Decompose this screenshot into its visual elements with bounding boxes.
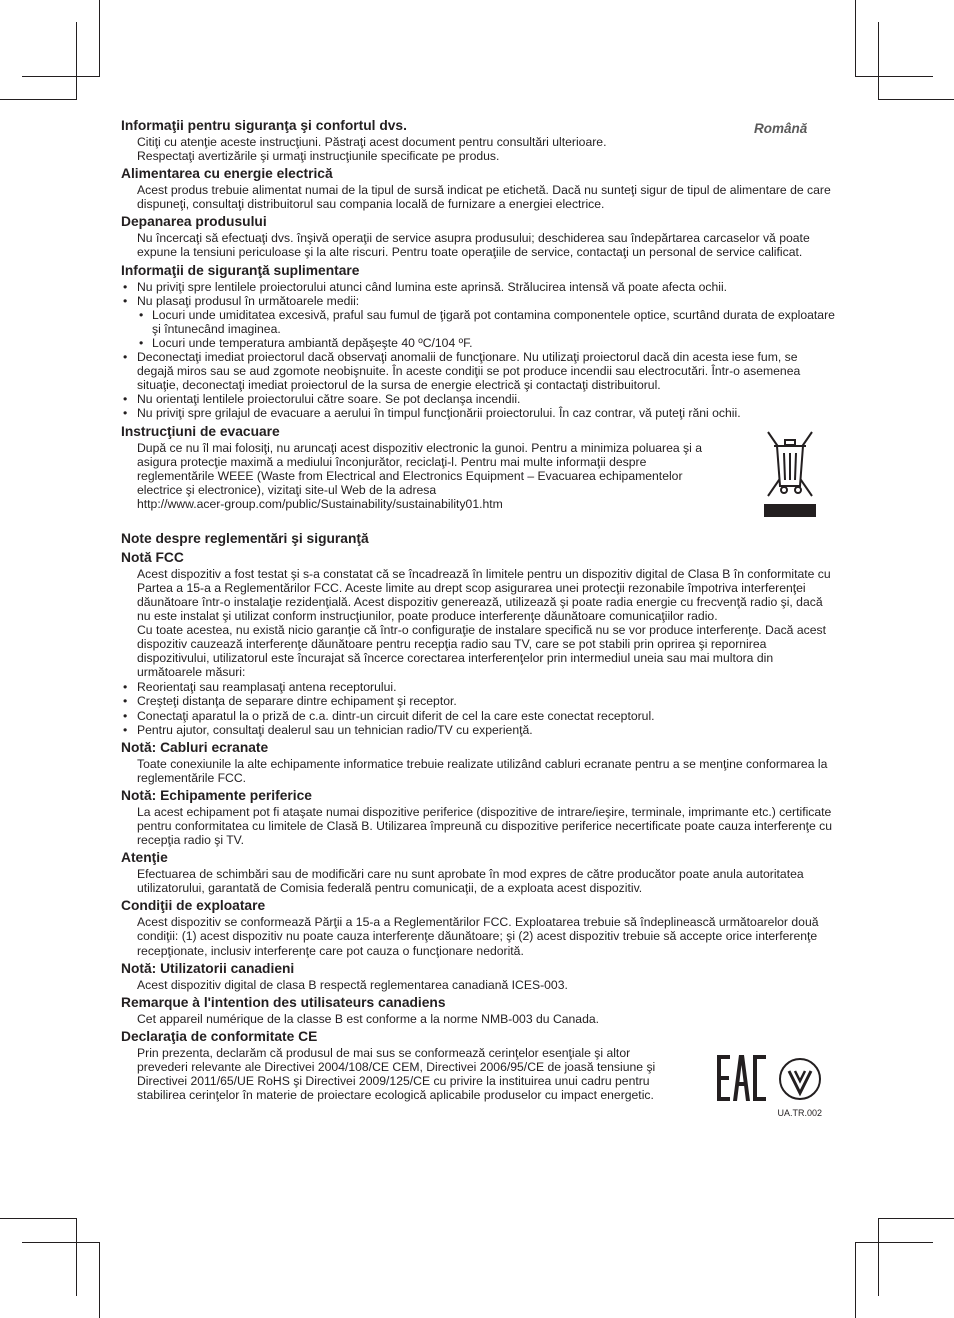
- crop-mark: [99, 0, 100, 76]
- section-servicing: [121, 214, 836, 259]
- paragraph-line: Citiţi cu atenţie aceste instrucţiuni. Păstraţi acest document pentru consultări ulterioare.: [137, 135, 607, 149]
- paragraph: Acest dispozitiv digital de clasa B respectă reglementarea canadiană ICES-003.: [137, 977, 568, 992]
- paragraph: Prin prezenta, declarăm că produsul de mai sus se conformează cerinţelor esenţiale şi altor prevederi relevante ale Directivei 2004/108/CE CEM, Directivei 2006/95/CE de joasă tensiune şi Directivei 2011/65/UE RoHS şi Directivei 2009/125/CE cu privire la instituirea unui cadru pentru stabilirea cerinţelor în materie de proiectare ecologică aplicabile produselor cu impact energetic.: [137, 1045, 656, 1103]
- bullet-list: [121, 280, 836, 421]
- paragraph: Cet appareil numérique de la classe B est conforme a la norme NMB-003 du Canada.: [137, 1011, 600, 1026]
- list-item: • Nu plasaţi produsul în următoarele medii:: [121, 294, 836, 308]
- crop-mark: [0, 99, 76, 100]
- crop-mark: [76, 22, 77, 100]
- section-canadian-users-fr: [121, 995, 836, 1026]
- paragraph-line: Respectaţi avertizările şi urmaţi instrucţiunile specificate pe produs.: [137, 149, 500, 164]
- paragraph: Efectuarea de schimbări sau de modificări care nu sunt aprobate în mod expres de către producător poate anula autoritatea utilizatorului, garantată de Comisia federală pentru comunicaţii, de a exploata acest dispozitiv.: [137, 867, 804, 896]
- section-safety-comfort: [121, 118, 836, 163]
- weee-bin-icon: [764, 426, 816, 521]
- bullet-list: [121, 680, 836, 736]
- paragraph: Toate conexiunile la alte echipamente informatice trebuie realizate utilizând cabluri ecranate pentru a se menţine conformarea la reglementările FCC.: [137, 756, 828, 785]
- section-title: Condiţii de exploatare: [121, 898, 266, 914]
- ua-mark-label: UA.TR.002: [777, 1107, 822, 1118]
- section-additional-safety: [121, 263, 836, 421]
- section-power: [121, 166, 836, 211]
- crop-mark: [22, 1242, 100, 1243]
- paragraph: Nu încercaţi să efectuaţi dvs. înşivă operaţii de service asupra produsului; deschiderea sau îndepărtarea carcaselor vă poate expune la tensiuni periculoase şi la alte riscuri. Pentru toate operaţiile de service, contactaţi un personal de service calificat.: [137, 231, 810, 260]
- section-title: Atenţie: [121, 850, 168, 866]
- crop-mark: [855, 1242, 933, 1243]
- paragraph: Acest dispozitiv a fost testat şi s-a constatat că se încadrează în limitele pentru un dispozitiv digital de Clasa B în conformitate cu Partea a 15-a a Reglementărilor FCC. Aceste limite au drept scop asigurarea unei protecţii rezonabile împotriva interferenţei dăunătoare într-o instalaţie rezidenţială. Acest dispozitiv generează, utilizează şi poate radia energie cu frecvenţă radio şi, dacă nu este instalat şi utilizat conform instrucţiunilor, poate produce interferenţe dăunătoare comunicaţiilor radio.: [137, 566, 831, 623]
- list-item: • Reorientaţi sau reamplasaţi antena receptorului.: [121, 680, 836, 694]
- list-item: • Nu orientaţi lentilele proiectorului către soare. Se pot declanşa incendii.: [121, 392, 836, 406]
- section-shielded-cables: [121, 740, 836, 785]
- section-title: Notă: Utilizatorii canadieni: [121, 960, 295, 976]
- paragraph: Cu toate acestea, nu există nicio garanţie că într-o configuraţie de instalare specifică nu se vor produce interferenţe. Dacă acest dispozitiv cauzează interferenţe dăunătoare pentru recepţia radio sau TV, care se pot stabili prin oprirea şi repornirea dispozitivului, utilizatorul este încurajat să încerce corectarea interferenţelor prin intermediul uneia sau mai multora din următoarele măsuri:: [137, 622, 826, 680]
- list-item: • Nu priviţi spre grilajul de evacuare a aerului în timpul funcţionării proiectorului. În caz contrar, vă puteţi răni ochii.: [121, 406, 836, 420]
- paragraph: Acest dispozitiv se conformează Părţii a 15-a a Reglementărilor FCC. Exploatarea trebuie să îndeplinească următoarelor două condiţii: (1) acest dispozitiv nu poate cauza interferenţe dăunătoare; şi (2) acest dispozitiv trebuie să accepte orice interferenţe recepţionate, inclusiv interferenţe care pot cauza o funcţionare nedorită.: [137, 915, 819, 958]
- list-item: • Creşteţi distanţa de separare dintre echipament şi receptor.: [121, 694, 836, 708]
- section-title: Remarque à l'intention des utilisateurs canadiens: [121, 994, 446, 1010]
- section-title: Depanarea produsului: [121, 214, 267, 230]
- crop-mark: [99, 1242, 100, 1318]
- section-canadian-users: [121, 961, 836, 992]
- paragraph: La acest echipament pot fi ataşate numai dispozitive periferice (dispozitive de intrare/ieşire, terminale, imprimante etc.) certificate pentru conformitatea cu limitele de Clasă B. Utilizarea împreună cu dispozitive periferice necertificate poate cauza interferenţe cu recepţia radio şi TV.: [137, 804, 833, 848]
- list-item: • Conectaţi aparatul la o priză de c.a. dintr-un circuit diferit de cel la care este conectat receptorul.: [121, 709, 836, 723]
- section-operating-conditions: [121, 898, 836, 957]
- crop-mark: [76, 1218, 77, 1296]
- list-item: • Pentru ajutor, consultaţi dealerul sau un tehnician radio/TV cu experienţă.: [121, 723, 836, 737]
- section-title: Note despre reglementări şi siguranţă: [121, 530, 369, 546]
- section-peripherals: [121, 788, 836, 847]
- crop-mark: [855, 1242, 856, 1318]
- section-disposal: [121, 424, 836, 521]
- section-title: Notă: Cabluri ecranate: [121, 739, 269, 755]
- section-title: Informaţii de siguranţă suplimentare: [121, 262, 360, 278]
- section-title: Notă FCC: [121, 549, 184, 565]
- section-title: Notă: Echipamente periferice: [121, 787, 312, 803]
- section-ce-declaration: [121, 1029, 836, 1120]
- ua-conformity-mark-icon: [777, 1057, 822, 1104]
- crop-mark: [878, 22, 879, 100]
- weee-url: http://www.acer-group.com/public/Sustainability/sustainability01.htm: [137, 496, 503, 511]
- paragraph: După ce nu îl mai folosiţi, nu aruncaţi acest dispozitiv electronic la gunoi. Pentru a minimiza poluarea şi a asigura protecţie maximă a mediului înconjurător, reciclaţi-l. Pentru mai multe informaţii despre reglementările WEEE (Waste from Electrical and Electronics Equipment – Evacuarea echipamentelor electrice şi electronice), vizitaţi site-ul Web de la adresa: [137, 440, 702, 497]
- list-item: • Locuri unde umiditatea excesivă, praful sau fumul de ţigară pot contamina componentele optice, scurtând durata de exploatare şi întunecând imaginea.: [121, 308, 836, 336]
- crop-mark: [878, 99, 954, 100]
- crop-mark: [855, 76, 933, 77]
- section-title: Instrucţiuni de evacuare: [121, 423, 280, 439]
- section-caution: [121, 850, 836, 895]
- section-title: Declaraţia de conformitate CE: [121, 1028, 318, 1044]
- crop-mark: [878, 1218, 879, 1296]
- section-regulatory: [121, 531, 836, 547]
- crop-mark: [22, 76, 100, 77]
- eac-mark-icon: [717, 1055, 767, 1104]
- paragraph: Acest produs trebuie alimentat numai de la tipul de sursă indicat pe etichetă. Dacă nu sunteţi sigur de tipul de alimentare de care dispuneţi, consultaţi distribuitorul sau compania locală de furnizare a energiei electrice.: [137, 183, 831, 212]
- section-fcc: [121, 550, 836, 737]
- document-body: [121, 118, 836, 1123]
- list-item: • Locuri unde temperatura ambiantă depăşeşte 40 ºC/104 ºF.: [121, 336, 836, 350]
- language-label: Română: [754, 121, 808, 136]
- section-title: Informaţii pentru siguranţa şi confortul dvs.: [121, 118, 407, 133]
- crop-mark: [0, 1218, 76, 1219]
- section-title: Alimentarea cu energie electrică: [121, 166, 333, 182]
- list-item: • Nu priviţi spre lentilele proiectorului atunci când lumina este aprinsă. Strălucirea intensă vă poate afecta ochii.: [121, 280, 836, 294]
- crop-mark: [855, 0, 856, 76]
- crop-mark: [878, 1218, 954, 1219]
- list-item: • Deconectaţi imediat proiectorul dacă observaţi anomalii de funcţionare. Nu utilizaţi proiectorul dacă din acesta iese fum, se degajă miros sau se aud zgomote neobişnuite. În aceste condiţii se pot produce incendii sau electrocutări. Într-o asemenea situaţie, deconectaţi imediat proiectorul de la sursa de energie electrică şi contactaţi distribuitorul.: [121, 350, 836, 392]
